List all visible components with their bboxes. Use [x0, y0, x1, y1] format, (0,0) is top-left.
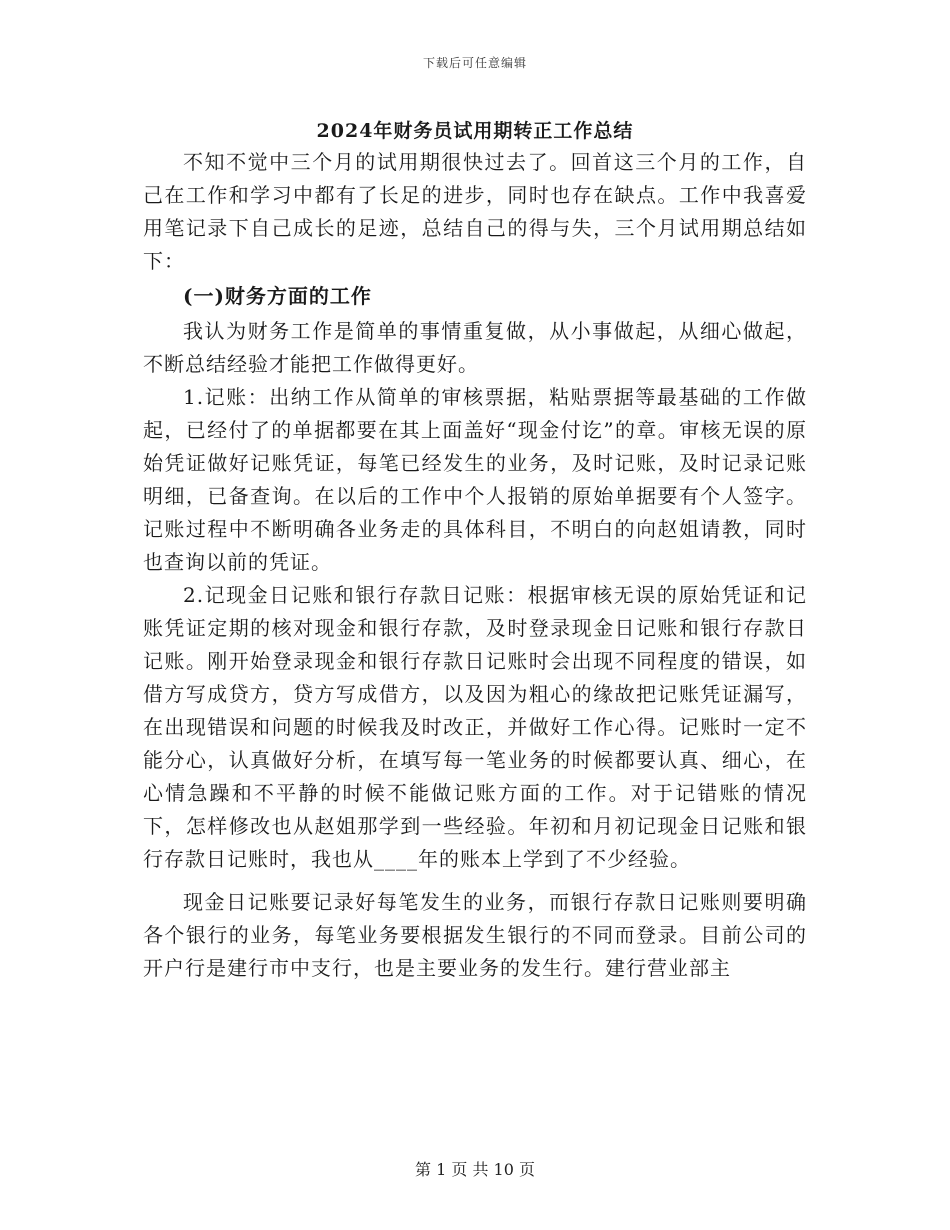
- intro-paragraph: 不知不觉中三个月的试用期很快过去了。回首这三个月的工作，自己在工作和学习中都有了长足的进步，同时也存在缺点。工作中我喜爱用笔记录下自己成长的足迹，总结自己的得与失，三个月试用期总结如下：: [143, 150, 807, 273]
- header-note: 下载后可任意编辑: [422, 56, 527, 70]
- section-heading-finance: (一)财务方面的工作: [183, 284, 372, 308]
- document-body: [143, 146, 807, 985]
- body-paragraph: 我认为财务工作是简单的事情重复做，从小事做起，从细心做起，不断总结经验才能把工作做得更好。: [143, 319, 807, 376]
- document-title: 2024年财务员试用期转正工作总结: [316, 120, 634, 142]
- body-paragraph-bookkeeping: 1.记账：出纳工作从简单的审核票据，粘贴票据等最基础的工作做起，已经付了的单据都要在其上面盖好“现金付讫”的章。审核无误的原始凭证做好记账凭证，每笔已经发生的业务，及时记账，及时记录记账明细，已备查询。在以后的工作中个人报销的原始单据要有个人签字。记账过程中不断明确各业务走的具体科目，不明白的向赵姐请教，同时也查询以前的凭证。: [143, 385, 807, 574]
- page-number: 第 1 页 共 10 页: [415, 1160, 535, 1179]
- body-paragraph-cash-journal: 现金日记账要记录好每笔发生的业务，而银行存款日记账则要明确各个银行的业务，每笔业务要根据发生银行的不同而登录。目前公司的开户行是建行市中支行，也是主要业务的发生行。建行营业部主: [143, 890, 807, 980]
- body-paragraph-journals: 2.记现金日记账和银行存款日记账：根据审核无误的原始凭证和记账凭证定期的核对现金和银行存款，及时登录现金日记账和银行存款日记账。刚开始登录现金和银行存款日记账时会出现不同程度的错误，如借方写成贷方，贷方写成借方，以及因为粗心的缘故把记账凭证漏写，在出现错误和问题的时候我及时改正，并做好工作心得。记账时一定不能分心，认真做好分析，在填写每一笔业务的时候都要认真、细心，在心情急躁和不平静的时候不能做记账方面的工作。对于记错账的情况下，怎样修改也从赵姐那学到一些经验。年初和月初记现金日记账和银行存款日记账时，我也从____年的账本上学到了不少经验。: [143, 583, 807, 871]
